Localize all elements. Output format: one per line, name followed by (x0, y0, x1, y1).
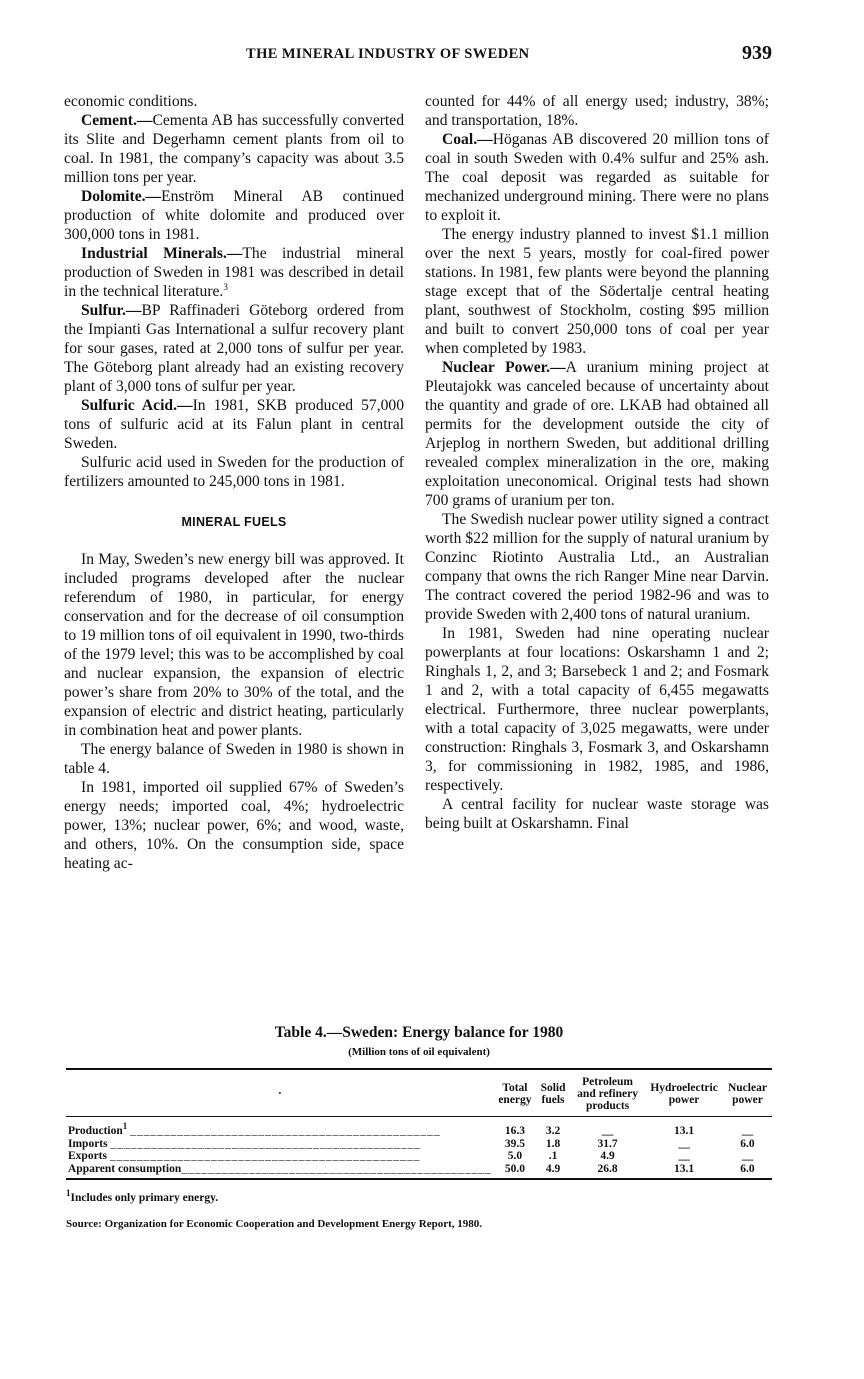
row-label (66, 1163, 494, 1180)
paragraph-dolomite (64, 187, 404, 244)
run-in-heading: Dolomite.— (81, 188, 162, 205)
table-cell: 6.0 (723, 1163, 772, 1180)
table-cell: 5.0 (507, 1150, 523, 1162)
paragraph-sulfur (64, 301, 404, 396)
table-cell: 3.2 (545, 1125, 561, 1137)
table-cell: __ (678, 1137, 690, 1150)
paragraph-text: In 1981, SKB produced 57,000 tons of sulfuric acid at its Falun plant in central Sweden. (64, 397, 404, 452)
row-label-text: Exports (68, 1150, 107, 1162)
paragraph: A central facility for nuclear waste storage was being built at Oskarshamn. Final (425, 796, 769, 832)
paragraph: counted for 44% of all energy used; industry, 38%; and transportation, 18%. (425, 93, 769, 129)
table-cell: __ (741, 1125, 754, 1137)
column-header: Nuclear power (723, 1069, 772, 1117)
run-in-heading: Sulfuric Acid.— (81, 397, 193, 414)
table-row (66, 1138, 772, 1151)
paragraph-text: Enström Mineral AB continued production of white dolomite and produced over 300,000 tons in 1981. (64, 188, 404, 243)
table-cell: 1.8 (545, 1137, 561, 1150)
page-number: 939 (742, 42, 772, 64)
table-footnote (66, 1188, 772, 1204)
footnote-mark: 1 (66, 1188, 71, 1199)
column-header: Total energy (494, 1069, 536, 1117)
table-cell: 13.1 (645, 1163, 723, 1180)
row-label-text: Imports (68, 1137, 108, 1150)
page-header (66, 44, 772, 70)
running-title: THE MINERAL INDUSTRY OF SWEDEN (246, 46, 530, 62)
row-label (66, 1150, 494, 1163)
row-label-text: Production (68, 1125, 123, 1137)
dot-leaders: ______________________________________________ (110, 1137, 421, 1150)
dot-leaders: ______________________________________________ (181, 1162, 492, 1175)
paragraph: economic conditions. (64, 93, 198, 110)
footnote-text: Includes only primary energy. (70, 1192, 219, 1204)
table-cell: 13.1 (674, 1125, 695, 1137)
table-cell: 4.9 (600, 1150, 615, 1162)
row-label (66, 1138, 494, 1151)
table-source: Source: Organization for Economic Cooperation and Development Energy Report, 1980. (66, 1218, 483, 1230)
footnote-reference: 3 (223, 281, 228, 292)
table-cell: __ (678, 1150, 690, 1162)
paragraph-coal (425, 130, 769, 225)
column-header: Hydroelectric power (645, 1069, 723, 1117)
right-column (425, 92, 769, 833)
table-cell: 4.9 (536, 1163, 570, 1180)
paragraph: Sulfuric acid used in Sweden for the production of fertilizers amounted to 245,000 tons in 1981. (64, 454, 404, 490)
section-heading: MINERAL FUELS (181, 515, 287, 529)
table-title: Table 4.—Sweden: Energy balance for 1980 (274, 1024, 564, 1041)
paragraph-text: Cementa AB has successfully converted its Slite and Degerhamn cement plants from oil to coal. In 1981, the company’s capacity was about 3.5 million tons per year. (64, 112, 404, 186)
table-cell: 31.7 (597, 1137, 618, 1150)
paragraph-nuclear-power (425, 358, 769, 510)
paragraph: The energy balance of Sweden in 1980 is shown in table 4. (64, 741, 404, 777)
paragraph-industrial-minerals (64, 244, 404, 301)
table-cell: 50.0 (494, 1163, 536, 1180)
row-label (66, 1117, 494, 1138)
paragraph-text: Höganas AB discovered 20 million tons of coal in south Sweden with 0.4% sulfur and 25% ash. The coal deposit was regarded as suitable for mechanized underground mining. There were no plans to exploit it. (425, 131, 769, 224)
paragraph-text: The industrial mineral production of Sweden in 1981 was described in detail in the technical literature. (64, 245, 404, 300)
run-in-heading: Cement.— (81, 112, 153, 129)
paragraph: In 1981, imported oil supplied 67% of Sweden’s energy needs; imported coal, 4%; hydroelectric power, 13%; nuclear power, 6%; and wood, waste, and others, 10%. On the consumption side, space heating ac- (64, 779, 404, 872)
paragraph: The Swedish nuclear power utility signed a contract worth $22 million for the supply of natural uranium by Conzinc Riotinto Australia Ltd., an Australian company that owns the rich Ranger Mine near Darvin. The contract covered the period 1982-96 and was to provide Sweden with 2,400 tons of natural uranium. (425, 511, 769, 623)
energy-balance-table (66, 1068, 772, 1180)
energy-balance-table-block (66, 1024, 772, 1230)
run-in-heading: Sulfur.— (81, 302, 142, 319)
dot-leaders: ______________________________________________ (109, 1150, 421, 1162)
paragraph-text: BP Raffinaderi Göteborg ordered from the Impianti Gas International a sulfur recovery plant for sour gases, rated at 2,000 tons of sulfur per year. The Göteborg plant already had an existing recovery plant of 3,000 tons of sulfur per year. (64, 302, 404, 395)
column-header: Solid fuels (536, 1069, 570, 1117)
footnote-reference: 1 (122, 1121, 128, 1132)
table-cell: 39.5 (504, 1137, 525, 1150)
table-subtitle: (Million tons of oil equivalent) (348, 1046, 490, 1058)
run-in-heading: Nuclear Power.— (442, 359, 566, 376)
paragraph: In 1981, Sweden had nine operating nuclear powerplants at four locations: Oskarshamn 1 and 2; Ringhals 1, 2, and 3; Barsebeck 1 and 2; and Fosmark 1 and 2, with a total capacity of 6,455 megawatts electrical. Furthermore, three nuclear powerplants, with a total capacity of 3,025 megawatts, were under construction: Ringhals 3, Fosmark 3, and Oskarshamn 3, for commissioning in 1982, 1985, and 1986, respectively. (425, 625, 769, 794)
dot-leaders: ______________________________________________ (130, 1125, 441, 1137)
run-in-heading: Coal.— (442, 131, 493, 148)
paragraph-cement (64, 111, 404, 187)
run-in-heading: Industrial Minerals.— (81, 245, 243, 262)
table-cell: .1 (548, 1150, 558, 1162)
left-column (64, 92, 404, 873)
stub-header: · (66, 1069, 494, 1117)
paragraph: The energy industry planned to invest $1.1 million over the next 5 years, mostly for coal-fired power stations. In 1981, few plants were beyond the planning stage except that of the Södertalje central heating plant, southwest of Stockholm, costing $95 million and built to convert 250,000 tons of coal per year when completed by 1983. (425, 226, 769, 357)
column-header: Petroleum and refinery products (570, 1069, 645, 1117)
table-row (66, 1117, 772, 1138)
table-cell: __ (741, 1150, 754, 1162)
table-row (66, 1150, 772, 1163)
table-header-row (66, 1069, 772, 1117)
table-cell: 6.0 (740, 1137, 755, 1150)
table-cell: 16.3 (504, 1125, 525, 1137)
table-row (66, 1163, 772, 1180)
paragraph: In May, Sweden’s new energy bill was approved. It included programs developed after the nuclear referendum of 1980, in particular, for energy conservation and for the decrease of oil consumption to 19 million tons of oil equivalent in 1990, two-thirds of the 1979 level; this was to be accomplished by coal and nuclear expansion, the expansion of electric power’s share from 20% to 30% of the total, and the expansion of electric and district heating, particularly in combination heat and power plants. (64, 551, 404, 739)
row-label-text: Apparent consumption (68, 1162, 182, 1175)
paragraph-sulfuric-acid (64, 396, 404, 453)
paragraph-text: A uranium mining project at Pleutajokk was canceled because of uncertainty about the quantity and grade of ore. LKAB had obtained all permits for the development outside the city of Arjeplog in northern Sweden, but additional drilling revealed complex mineralization in the ore, making exploitation uneconomical. Original tests had shown 700 grams of uranium per ton. (425, 359, 769, 509)
table-cell: __ (601, 1125, 614, 1137)
table-cell: 26.8 (570, 1163, 645, 1180)
